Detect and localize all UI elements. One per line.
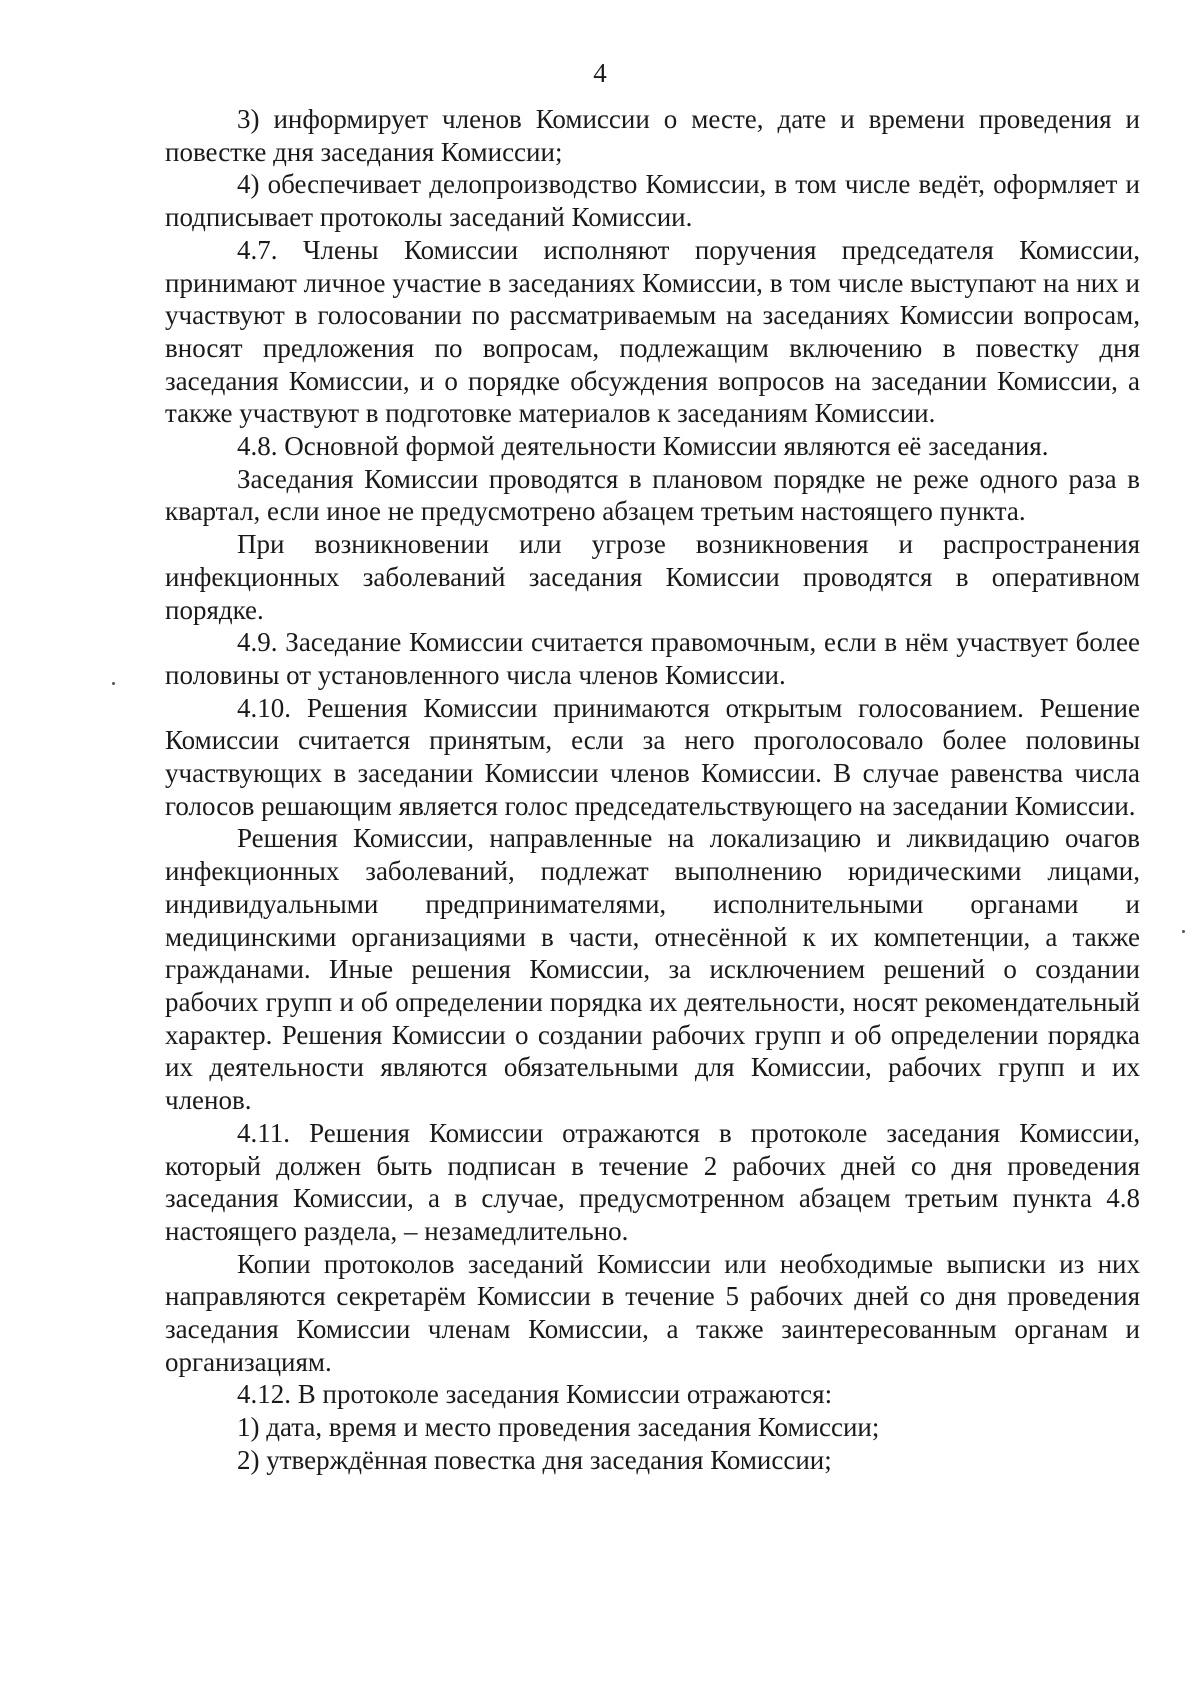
- paragraph-item-4: 4) обеспечивает делопроизводство Комиссии, в том числе ведёт, оформляет и подписывает протоколы заседаний Комиссии.: [165, 169, 1140, 233]
- paragraph-4-9: 4.9. Заседание Комиссии считается правомочным, если в нём участвует более половины от установленного числа членов Комиссии.: [165, 627, 1140, 690]
- paragraph-4-12: 4.12. В протоколе заседания Комиссии отражаются:: [237, 1379, 833, 1410]
- paragraph-4-10-second: Решения Комиссии, направленные на локализацию и ликвидацию очагов инфекционных заболеваний, подлежат выполнению юридическими лицами, индивидуальными предпринимателями, исполнительными органами и медицинскими организациями в части, отнесённой к их компетенции, а также гражданами. Иные решения Комиссии, за исключением решений о создании рабочих групп и об определении порядка их деятельности, носят рекомендательный характер. Решения Комиссии о создании рабочих групп и об определении порядка их деятельности являются обязательными для Комиссии, рабочих групп и их членов.: [165, 823, 1140, 1116]
- paragraph-4-10: 4.10. Решения Комиссии принимаются открытым голосованием. Решение Комиссии считается принятым, если за него проголосовало более половины участвующих в заседании Комиссии членов Комиссии. В случае равенства числа голосов решающим является голос председательствующего на заседании Комиссии.: [165, 692, 1140, 821]
- paragraph-4-8-third: При возникновении или угрозе возникновения и распространения инфекционных заболеваний заседания Комиссии проводятся в оперативном порядке.: [165, 529, 1140, 625]
- list-item-1: 1) дата, время и место проведения заседания Комиссии;: [237, 1412, 880, 1443]
- scan-artifact-dot: [112, 682, 115, 685]
- paragraph-4-11-second: Копии протоколов заседаний Комиссии или необходимые выписки из них направляются секретарём Комиссии в течение 5 рабочих дней со дня проведения заседания Комиссии членам Комиссии, а также заинтересованным органам и организациям.: [165, 1248, 1140, 1377]
- paragraph-4-8-second: Заседания Комиссии проводятся в плановом порядке не реже одного раза в квартал, если иное не предусмотрено абзацем третьим настоящего пункта.: [165, 463, 1140, 527]
- list-item-2: 2) утверждённая повестка дня заседания Комиссии;: [237, 1444, 832, 1475]
- paragraph-item-3: 3) информирует членов Комиссии о месте, дате и времени проведения и повестке дня заседания Комиссии;: [165, 104, 1140, 167]
- paragraph-4-7: 4.7. Члены Комиссии исполняют поручения председателя Комиссии, принимают личное участие в заседаниях Комиссии, в том числе выступают на них и участвуют в голосовании по рассматриваемым на заседаниях Комиссии вопросам, вносят предложения по вопросам, подлежащим включению в повестку дня заседания Комиссии, и о порядке обсуждения вопросов на заседании Комиссии, а также участвуют в подготовке материалов к заседаниям Комиссии.: [165, 234, 1140, 429]
- scan-artifact-dot: [1182, 930, 1185, 933]
- document-body: [165, 103, 1140, 1477]
- page-number: 4: [593, 58, 607, 88]
- paragraph-4-8: 4.8. Основной формой деятельности Комиссии являются её заседания.: [237, 431, 1049, 462]
- paragraph-4-11: 4.11. Решения Комиссии отражаются в протоколе заседания Комиссии, который должен быть подписан в течение 2 рабочих дней со дня проведения заседания Комиссии, а в случае, предусмотренном абзацем третьим пункта 4.8 настоящего раздела, – незамедлительно.: [165, 1117, 1140, 1246]
